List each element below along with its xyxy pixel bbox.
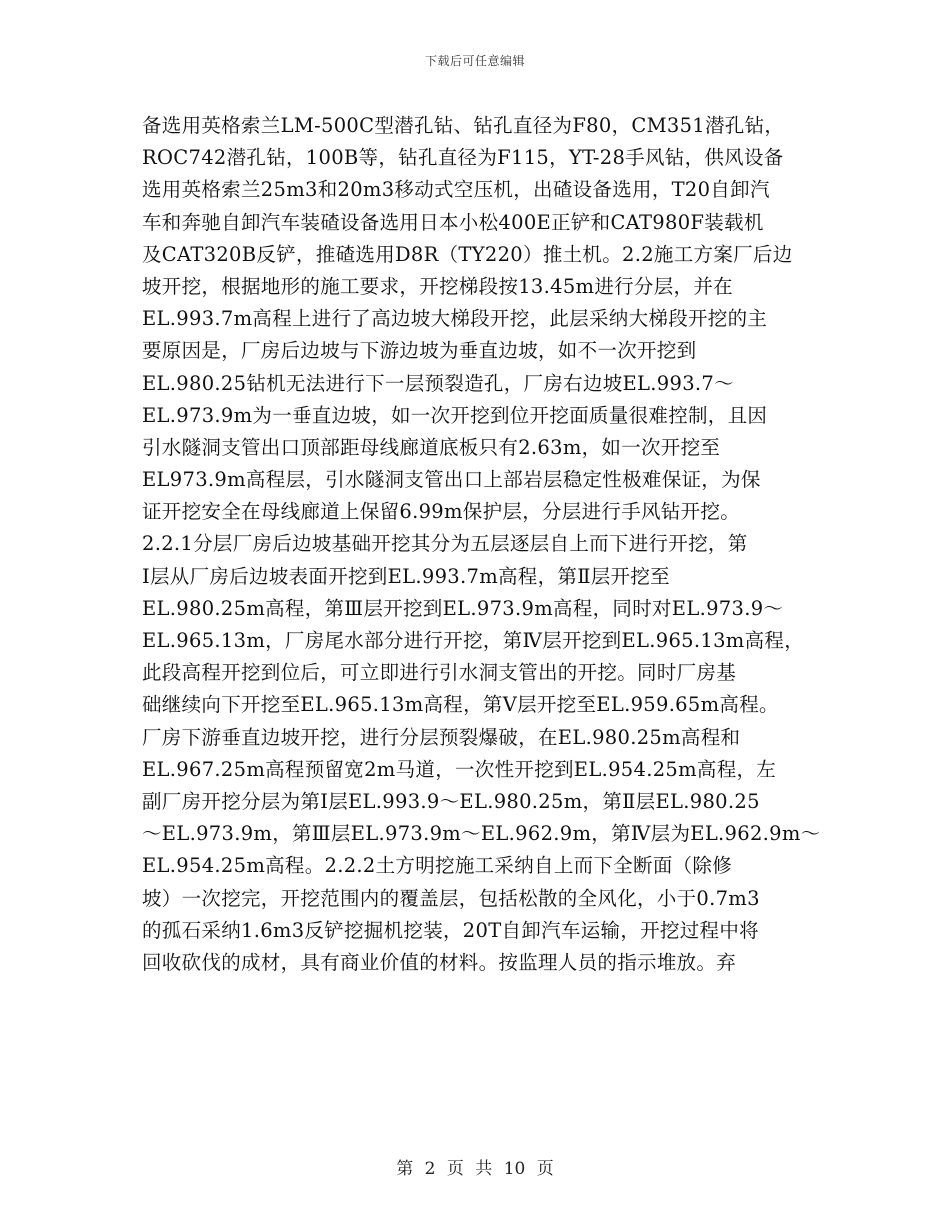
text-line: 2.2.1分层厂房后边坡基础开挖其分为五层逐层自上而下进行开挖，第 <box>142 532 748 556</box>
page-number-footer: 第 2 页 共 10 页 <box>396 1159 554 1179</box>
body-text <box>142 110 822 979</box>
text-line: EL.980.25钻机无法进行下一层预裂造孔，厂房右边坡EL.993.7～ <box>142 371 734 395</box>
text-line: 副厂房开挖分层为第Ⅰ层EL.993.9～EL.980.25m，第Ⅱ层EL.980.25 <box>142 789 760 813</box>
text-line: EL.993.7m高程上进行了高边坡大梯段开挖，此层采纳大梯段开挖的主 <box>142 307 768 331</box>
text-line: 此段高程开挖到位后，可立即进行引水洞支管出的开挖。同时厂房基 <box>142 661 737 685</box>
text-line: 回收砍伐的成材，具有商业价值的材料。按监理人员的指示堆放。弃 <box>142 950 737 974</box>
text-line: EL.980.25m高程，第Ⅲ层开挖到EL.973.9m高程，同时对EL.973.9～ <box>142 596 784 620</box>
text-line: EL.967.25m高程预留宽2m马道，一次性开挖到EL.954.25m高程，左 <box>142 757 777 781</box>
text-line: 及CAT320B反铲，推碴选用D8R（TY220）推土机。2.2施工方案厂后边 <box>142 242 793 266</box>
text-line: 础继续向下开挖至EL.965.13m高程，第Ⅴ层开挖至EL.959.65m高程。 <box>142 693 779 717</box>
text-line: 坡开挖，根据地形的施工要求，开挖梯段按13.45m进行分层，并在 <box>142 274 733 298</box>
text-line: 引水隧洞支管出口顶部距母线廊道底板只有2.63m，如一次开挖至 <box>142 435 721 459</box>
text-line: EL.973.9m为一垂直边坡，如一次开挖到位开挖面质量很难控制，且因 <box>142 403 768 427</box>
text-line: 坡）一次挖完，开挖范围内的覆盖层，包括松散的全风化，小于0.7m3 <box>142 886 760 910</box>
text-line: 的孤石采纳1.6m3反铲挖掘机挖装，20T自卸汽车运输，开挖过程中将 <box>142 918 759 942</box>
text-line: 厂房下游垂直边坡开挖，进行分层预裂爆破，在EL.980.25m高程和 <box>142 725 741 749</box>
text-line: 选用英格索兰25m3和20m3移动式空压机，出碴设备选用，T20自卸汽 <box>142 178 770 202</box>
text-line: EL.965.13m，厂房尾水部分进行开挖，第Ⅳ层开挖到EL.965.13m高程， <box>142 629 804 652</box>
text-line: Ⅰ层从厂房后边坡表面开挖到EL.993.7m高程，第Ⅱ层开挖至 <box>142 564 670 588</box>
text-line: EL973.9m高程层，引水隧洞支管出口上部岩层稳定性极难保证，为保 <box>142 468 761 492</box>
text-line: 要原因是，厂房后边坡与下游边坡为垂直边坡，如不一次开挖到 <box>142 339 697 363</box>
text-line: 证开挖安全在母线廊道上保留6.99m保护层，分层进行手风钻开挖。 <box>142 500 741 524</box>
text-line: EL.954.25m高程。2.2.2土方明挖施工采纳自上而下全断面（除修 <box>142 854 733 878</box>
text-line: ～EL.973.9m，第Ⅲ层EL.973.9m～EL.962.9m，第Ⅳ层为EL.962.9m～ <box>142 822 821 846</box>
text-line: 备选用英格索兰LM-500C型潜孔钻、钻孔直径为F80，CM351潜孔钻， <box>142 114 785 137</box>
text-line: 车和奔驰自卸汽车装碴设备选用日本小松400E正铲和CAT980F装载机 <box>142 210 764 234</box>
page-header-note: 下载后可任意编辑 <box>424 54 525 68</box>
text-line: ROC742潜孔钻，100B等，钻孔直径为F115，YT-28手风钻，供风设备 <box>142 146 784 170</box>
